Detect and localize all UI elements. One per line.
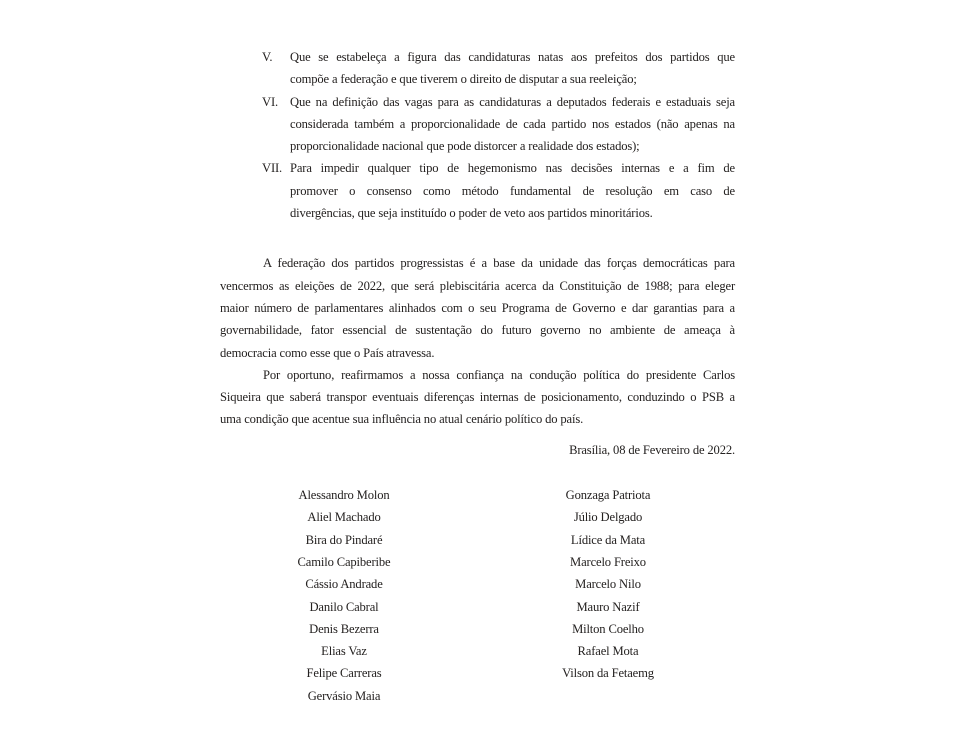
signatory-name: Cássio Andrade xyxy=(305,577,383,592)
text-line: Siqueira que saberá transpor eventuais diferenças internas de posicionamento, conduzindo o PSB a xyxy=(220,390,735,405)
signatory-name: Mauro Nazif xyxy=(576,599,640,614)
list-item-v xyxy=(220,46,735,91)
signature-column-left xyxy=(220,484,468,707)
signatory-name: Camilo Capiberibe xyxy=(297,554,391,569)
signatory-name: Alessandro Molon xyxy=(298,488,390,503)
signatory-name: Gervásio Maia xyxy=(307,688,381,703)
text-line: Para impedir qualquer tipo de hegemonismo nas decisões internas e a fim de xyxy=(290,161,735,176)
signatory-name: Gonzaga Patriota xyxy=(565,488,651,503)
signatory-name: Bira do Pindaré xyxy=(305,532,383,547)
signature-column-right xyxy=(484,484,732,707)
item-numeral: VII. xyxy=(262,161,283,176)
text-line: considerada também a proporcionalidade de cada partido nos estados (não apenas na xyxy=(290,116,735,131)
signatory-name: Júlio Delgado xyxy=(573,510,643,525)
signature-columns xyxy=(220,484,735,707)
text-line: governabilidade, fator essencial de sustentação do futuro governo no ambiente de ameaça à xyxy=(220,323,735,338)
signatory-name: Elias Vaz xyxy=(321,644,367,659)
signatory-name: Marcelo Nilo xyxy=(575,577,641,592)
signatory-name: Denis Bezerra xyxy=(309,621,379,636)
text-line: democracia como esse que o País atravessa. xyxy=(220,345,435,360)
signatory-name: Rafael Mota xyxy=(577,644,639,659)
text-line: Que na definição das vagas para as candidaturas a deputados federais e estaduais seja xyxy=(290,94,735,109)
text-line: A federação dos partidos progressistas é a base da unidade das forças democráticas para xyxy=(263,256,735,271)
list-item-vi xyxy=(220,91,735,158)
numbered-list xyxy=(220,46,735,224)
text-line: uma condição que acentue sua influência no atual cenário político do país. xyxy=(220,412,584,427)
text-line: compõe a federação e que tiverem o direito de disputar a sua reeleição; xyxy=(290,72,637,87)
signatory-name: Felipe Carreras xyxy=(306,666,382,681)
document-content xyxy=(220,46,735,707)
paragraph xyxy=(220,252,735,363)
text-line: Por oportuno, reafirmamos a nossa confiança na condução política do presidente Carlos xyxy=(263,367,735,382)
text-line: maior número de parlamentares alinhados com o seu Programa de Governo e dar garantias para a xyxy=(220,300,735,315)
text-line: Que se estabeleça a figura das candidaturas natas aos prefeitos dos partidos que xyxy=(290,50,735,64)
text-line: proporcionalidade nacional que pode distorcer a realidade dos estados); xyxy=(290,139,640,154)
signatory-name: Milton Coelho xyxy=(572,621,644,636)
text-line: divergências, que seja instituído o poder de veto aos partidos minoritários. xyxy=(290,206,653,221)
signatory-name: Vilson da Fetaemg xyxy=(562,666,654,681)
body-paragraphs xyxy=(220,252,735,430)
signatory-name: Aliel Machado xyxy=(307,510,381,525)
item-numeral: VI. xyxy=(262,94,278,109)
signatory-name: Marcelo Freixo xyxy=(570,554,646,569)
signatory-name: Danilo Cabral xyxy=(309,599,379,614)
text-line: vencermos as eleições de 2022, que será plebiscitária acerca da Constituição de 1988; para eleger xyxy=(220,278,735,293)
dateline: Brasília, 08 de Fevereiro de 2022. xyxy=(569,442,735,457)
list-item-vii xyxy=(220,157,735,224)
text-line: promover o consenso como método fundamental de resolução em caso de xyxy=(290,183,735,198)
item-numeral: V. xyxy=(262,50,273,64)
signatory-name: Lídice da Mata xyxy=(570,532,646,547)
paragraph xyxy=(220,364,735,431)
